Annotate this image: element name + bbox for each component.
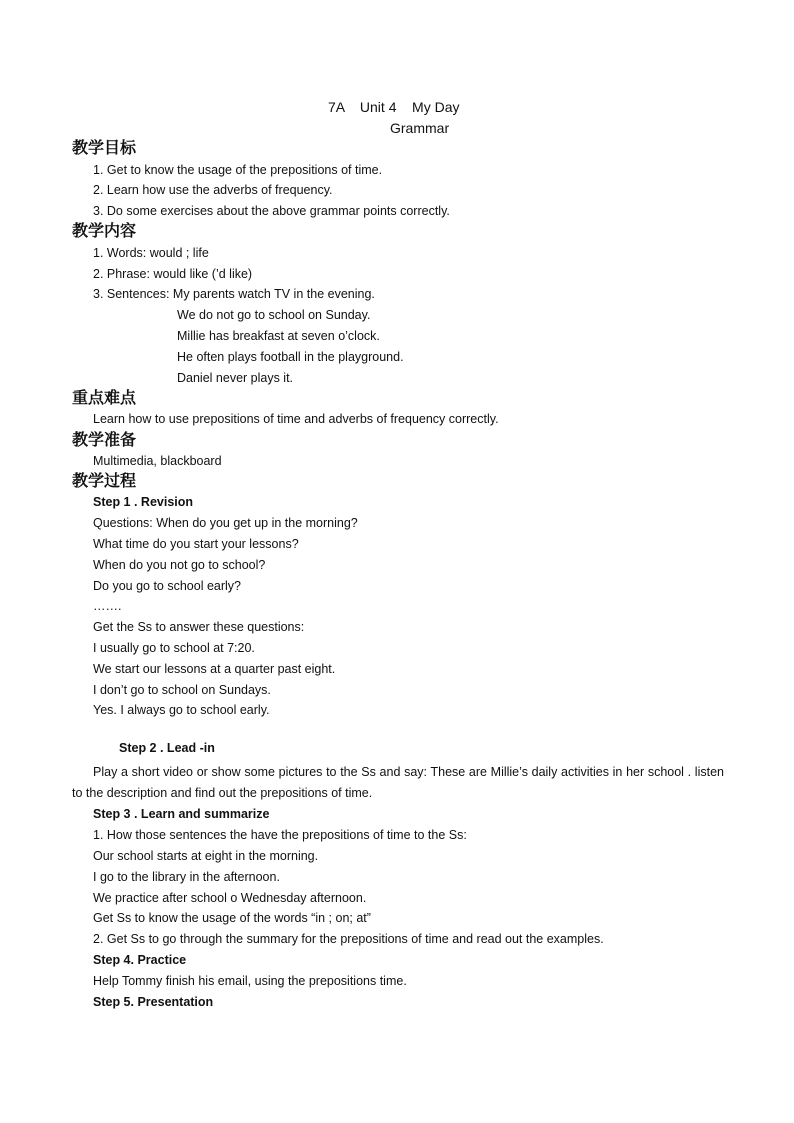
- content-words: 1. Words: would ; life: [93, 246, 209, 260]
- step1-line: Do you go to school early?: [93, 579, 242, 593]
- step3-line: I go to the library in the afternoon.: [93, 870, 280, 884]
- preparation-heading: 教学准备: [72, 430, 137, 449]
- objectives-heading: 教学目标: [72, 138, 137, 157]
- step2-paragraph: Play a short video or show some pictures to the Ss and say: These are Millie’s daily activities in her school . listen to the description and find out the prepositions of time.: [72, 765, 724, 800]
- content-sentence: Millie has breakfast at seven o’clock.: [177, 329, 380, 343]
- step3-line: Our school starts at eight in the morning.: [93, 849, 319, 863]
- objective-item: 2. Learn how use the adverbs of frequency.: [93, 183, 333, 197]
- content-heading: 教学内容: [72, 221, 137, 240]
- step2-title: Step 2 . Lead -in: [119, 741, 215, 755]
- step1-line: …….: [93, 599, 122, 613]
- step3-title: Step 3 . Learn and summarize: [93, 807, 270, 821]
- step4-title: Step 4. Practice: [93, 953, 187, 967]
- step4-text: Help Tommy finish his email, using the prepositions time.: [93, 974, 407, 988]
- lesson-subtitle: Grammar: [390, 120, 450, 136]
- preparation-text: Multimedia, blackboard: [93, 454, 222, 468]
- key-points-heading: 重点难点: [72, 388, 137, 407]
- objective-item: 3. Do some exercises about the above grammar points correctly.: [93, 204, 450, 218]
- content-sentence: Daniel never plays it.: [177, 371, 294, 385]
- step3-line: We practice after school o Wednesday afternoon.: [93, 891, 367, 905]
- content-phrase: 2. Phrase: would like (’d like): [93, 267, 253, 281]
- content-sentence: He often plays football in the playground.: [177, 350, 404, 364]
- unit-title: 7A Unit 4 My Day: [328, 99, 460, 115]
- step3-line: Get Ss to know the usage of the words “in ; on; at”: [93, 911, 371, 925]
- step1-line: Get the Ss to answer these questions:: [93, 620, 305, 634]
- step5-title: Step 5. Presentation: [93, 995, 214, 1009]
- step1-line: Yes. I always go to school early.: [93, 703, 270, 717]
- content-sentences-label: 3. Sentences: My parents watch TV in the evening.: [93, 287, 375, 301]
- content-sentence: We do not go to school on Sunday.: [177, 308, 371, 322]
- step1-line: What time do you start your lessons?: [93, 537, 299, 551]
- step1-line: When do you not go to school?: [93, 558, 266, 572]
- step1-line: I usually go to school at 7:20.: [93, 641, 255, 655]
- step1-line: We start our lessons at a quarter past eight.: [93, 662, 336, 676]
- step3-line: 2. Get Ss to go through the summary for the prepositions of time and read out the examples.: [93, 932, 604, 946]
- key-points-text: Learn how to use prepositions of time and adverbs of frequency correctly.: [93, 412, 499, 426]
- step1-line: I don’t go to school on Sundays.: [93, 683, 271, 697]
- objective-item: 1. Get to know the usage of the prepositions of time.: [93, 163, 383, 177]
- step1-line: Questions: When do you get up in the morning?: [93, 516, 358, 530]
- process-heading: 教学过程: [72, 471, 137, 490]
- step3-line: 1. How those sentences the have the prepositions of time to the Ss:: [93, 828, 467, 842]
- step1-title: Step 1 . Revision: [93, 495, 194, 509]
